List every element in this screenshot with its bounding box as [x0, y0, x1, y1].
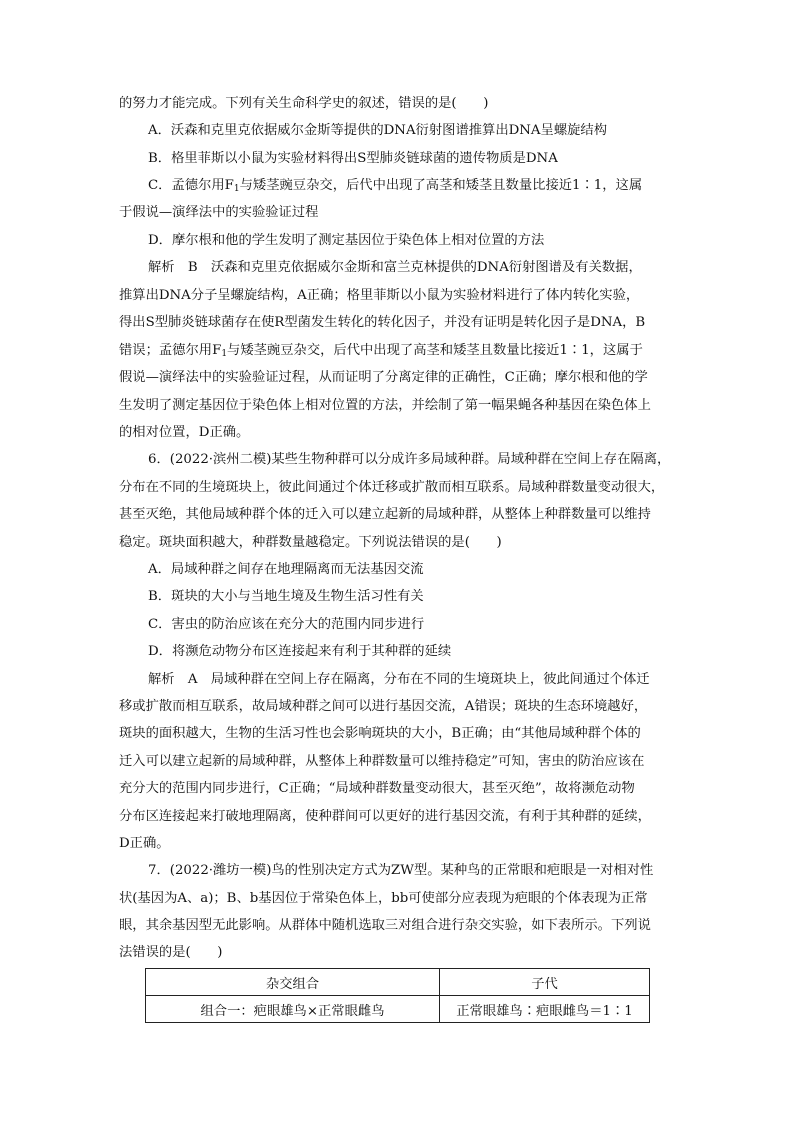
table-row — [146, 996, 650, 1023]
q6-answer-line2: 移或扩散而相互联系，故局域种群之间可以进行基因交流，A错误；斑块的生态环境越好， — [119, 699, 648, 714]
q5-answer-line2: 推算出DNA分子呈螺旋结构，A正确；格里菲斯以小鼠为实验材料进行了体内转化实验， — [119, 288, 640, 303]
q5-option-b: B．格里菲斯以小鼠为实验材料得出S型肺炎链球菌的遗传物质是DNA — [148, 151, 558, 166]
q5-answer-line3: 得出S型肺炎链球菌存在使R型菌发生转化的转化因子，并没有证明是转化因子是DNA，B — [119, 315, 646, 330]
q5-option-a: A．沃森和克里克依据威尔金斯等提供的DNA衍射图谱推算出DNA呈螺旋结构 — [148, 123, 608, 138]
q7-stem-line3: 眼，其余基因型无此影响。从群体中随机选取三对组合进行杂交实验，如下表所示。下列说 — [119, 918, 651, 933]
q6-answer-line3: 斑块的面积越大，生物的生活习性也会影响斑块的大小，B正确；由“其他局域种群个体的 — [119, 726, 641, 741]
q5-option-c-line2: 于假说—演绎法中的实验验证过程 — [119, 205, 319, 220]
q7-stem-line2: 状(基因为A、a)；B、b基因位于常染色体上，bb可使部分应表现为疤眼的个体表现为正常 — [119, 891, 648, 906]
q6-stem-line1: 6．(2022·滨州二模)某些生物种群可以分成许多局域种群。局域种群在空间上存在隔离， — [148, 452, 671, 467]
table-cell: 组合一：疤眼雄鸟×正常眼雌鸟 — [146, 996, 440, 1023]
q6-answer-line1: 解析 A 局域种群在空间上存在隔离，分布在不同的生境斑块上，彼此间通过个体迁 — [148, 672, 650, 687]
table-header-row — [146, 969, 650, 996]
q6-answer-line4: 迁入可以建立起新的局域种群，从整体上种群数量可以维持稳定”可知，害虫的防治应该在 — [119, 754, 645, 769]
q6-stem-line3: 甚至灭绝，其他局域种群个体的迁入可以建立起新的局域种群，从整体上种群数量可以维持 — [119, 507, 651, 522]
q5-answer-line4: 错误；孟德尔用$F_1$与矮茎豌豆杂交，后代中出现了高茎和矮茎且数量比接近1∶1，这属于 — [119, 343, 643, 359]
q6-answer-line5: 充分大的范围内同步进行，C正确；“局域种群数量变动很大，甚至灭绝”，故将濒危动物 — [119, 781, 635, 796]
q5-option-d: D．摩尔根和他的学生发明了测定基因位于染色体上相对位置的方法 — [148, 233, 545, 248]
q5-stem-tail: 的努力才能完成。下列有关生命科学史的叙述，错误的是( ) — [119, 96, 489, 111]
q6-stem-line2: 分布在不同的生境斑块上，彼此间通过个体迁移或扩散而相互联系。局域种群数量变动很大， — [119, 480, 665, 495]
table-header-cell: 杂交组合 — [146, 969, 440, 996]
q5-answer-line7: 的相对位置，D正确。 — [119, 425, 250, 440]
q6-stem-line4: 稳定。斑块面积越大，种群数量越稳定。下列说法错误的是( ) — [119, 535, 502, 550]
q6-answer-line7: D正确。 — [119, 836, 170, 851]
q5-answer-line1: 解析 B 沃森和克里克依据威尔金斯和富兰克林提供的DNA衍射图谱及有关数据， — [148, 260, 642, 275]
q7-stem-line4: 法错误的是( ) — [119, 945, 223, 960]
q5-answer-line5: 假说—演绎法中的实验验证过程，从而证明了分离定律的正确性，C正确；摩尔根和他的学 — [119, 370, 648, 385]
cross-results-table — [145, 968, 650, 1023]
q5-answer-line6: 生发明了测定基因位于染色体上相对位置的方法，并绘制了第一幅果蝇各种基因在染色体上 — [119, 398, 651, 413]
table-header-cell: 子代 — [440, 969, 650, 996]
q7-stem-line1: 7．(2022·潍坊一模)鸟的性别决定方式为ZW型。某种鸟的正常眼和疤眼是一对相对性 — [148, 863, 654, 878]
q6-option-a: A．局域种群之间存在地理隔离而无法基因交流 — [148, 562, 424, 577]
q6-answer-line6: 分布区连接起来打破地理隔离，使种群间可以更好的进行基因交流，有利于其种群的延续， — [119, 809, 651, 824]
q5-option-c-line1: C．孟德尔用$F_1$与矮茎豌豆杂交，后代中出现了高茎和矮茎且数量比接近1∶1，这属 — [148, 178, 643, 194]
table-cell: 正常眼雄鸟∶疤眼雌鸟＝1∶1 — [440, 996, 650, 1023]
q6-option-c: C．害虫的防治应该在充分大的范围内同步进行 — [148, 617, 425, 632]
q6-option-d: D．将濒危动物分布区连接起来有利于其种群的延续 — [148, 644, 452, 659]
q6-option-b: B．斑块的大小与当地生境及生物生活习性有关 — [148, 589, 424, 604]
